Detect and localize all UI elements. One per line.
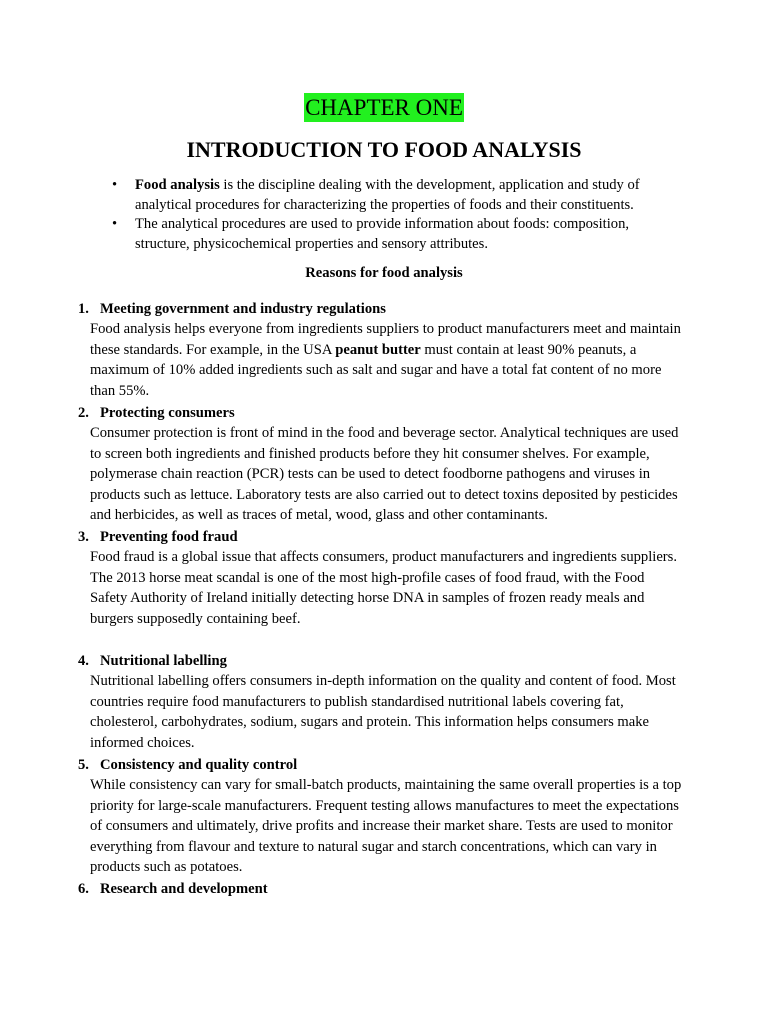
section-title: Consistency and quality control	[100, 757, 298, 773]
section-research-development	[0, 879, 768, 899]
section-body: Food fraud is a global issue that affects consumers, product manufacturers and ingredients suppliers. The 2013 horse meat scandal is one of the most high-profile cases of food fraud, with the Food Safety Authority of Ireland initially detecting horse DNA in samples of frozen ready meals and burgers supposedly containing beef.	[90, 549, 677, 627]
section-number: 6.	[78, 881, 89, 897]
reasons-heading: Reasons for food analysis	[305, 265, 463, 281]
section-title: Preventing food fraud	[100, 529, 238, 545]
section-body-text: Food analysis helps everyone from ingredients suppliers to product manufacturers meet and maintain these standards. For example, in the USA	[90, 321, 681, 358]
section-number: 3.	[78, 529, 89, 545]
section-heading	[0, 651, 768, 671]
section-number: 1.	[78, 301, 89, 317]
section-body: While consistency can vary for small-batch products, maintaining the same overall properties is a top priority for large-scale manufacturers. Frequent testing allows manufactures to meet the expectations of consumers and ultimately, drive profits and increase their market share. Tests are used to monitor everything from flavour and texture to natural sugar and starch concentrations, which can vary in products such as potatoes.	[90, 777, 682, 876]
section-title: Meeting government and industry regulations	[100, 301, 386, 317]
chapter-heading: CHAPTER ONE	[305, 95, 463, 120]
bullet-item	[112, 215, 672, 254]
section-heading	[0, 879, 768, 899]
section-body-bold-term: peanut butter	[335, 341, 421, 358]
section-title: Research and development	[100, 881, 268, 897]
chapter-heading-wrap	[0, 93, 768, 122]
section-protecting-consumers	[0, 403, 768, 525]
section-food-fraud	[0, 527, 768, 629]
section-number: 4.	[78, 653, 89, 669]
section-title: Protecting consumers	[100, 405, 235, 421]
section-body-text: must contain at least 90% peanuts, a maximum of 10% added ingredients such as salt and sugar and have a total fat content of no more than 55%.	[90, 341, 662, 399]
section-heading	[0, 403, 768, 423]
section-number: 2.	[78, 405, 89, 421]
bullet-bold-term: Food analysis	[135, 177, 220, 193]
section-body	[0, 319, 682, 401]
bullet-item	[112, 176, 672, 215]
bullet-dot-icon: •	[112, 216, 118, 232]
section-heading	[0, 299, 768, 319]
bullet-text: is the discipline dealing with the development, application and study of analytical procedures for characterizing the properties of foods and their constituents.	[135, 177, 640, 213]
intro-bullet-list	[112, 176, 672, 254]
section-heading	[0, 755, 768, 775]
section-heading	[0, 527, 768, 547]
section-body: Consumer protection is front of mind in the food and beverage sector. Analytical techniques are used to screen both ingredients and finished products before they hit consumer shelves. For example, polymerase chain reaction (PCR) tests can be used to detect foodborne pathogens and viruses in products such as lettuce. Laboratory tests are also carried out to detect toxins deposited by pesticides and herbicides, as well as traces of metal, wood, glass and other contaminants.	[90, 425, 679, 524]
page-title: INTRODUCTION TO FOOD ANALYSIS	[186, 137, 582, 162]
section-consistency-quality	[0, 755, 768, 877]
section-body: Nutritional labelling offers consumers in-depth information on the quality and content of food. Most countries require food manufacturers to publish standardised nutritional labels covering fat, cholesterol, carbohydrates, sodium, sugars and protein. This information helps consumers make informed choices.	[90, 673, 676, 751]
section-title: Nutritional labelling	[100, 653, 227, 669]
section-number: 5.	[78, 757, 89, 773]
bullet-dot-icon: •	[112, 177, 118, 193]
bullet-text: The analytical procedures are used to provide information about foods: composition, structure, physicochemical properties and sensory attributes.	[135, 216, 630, 252]
section-regulations	[0, 299, 768, 401]
section-nutritional-labelling	[0, 651, 768, 753]
